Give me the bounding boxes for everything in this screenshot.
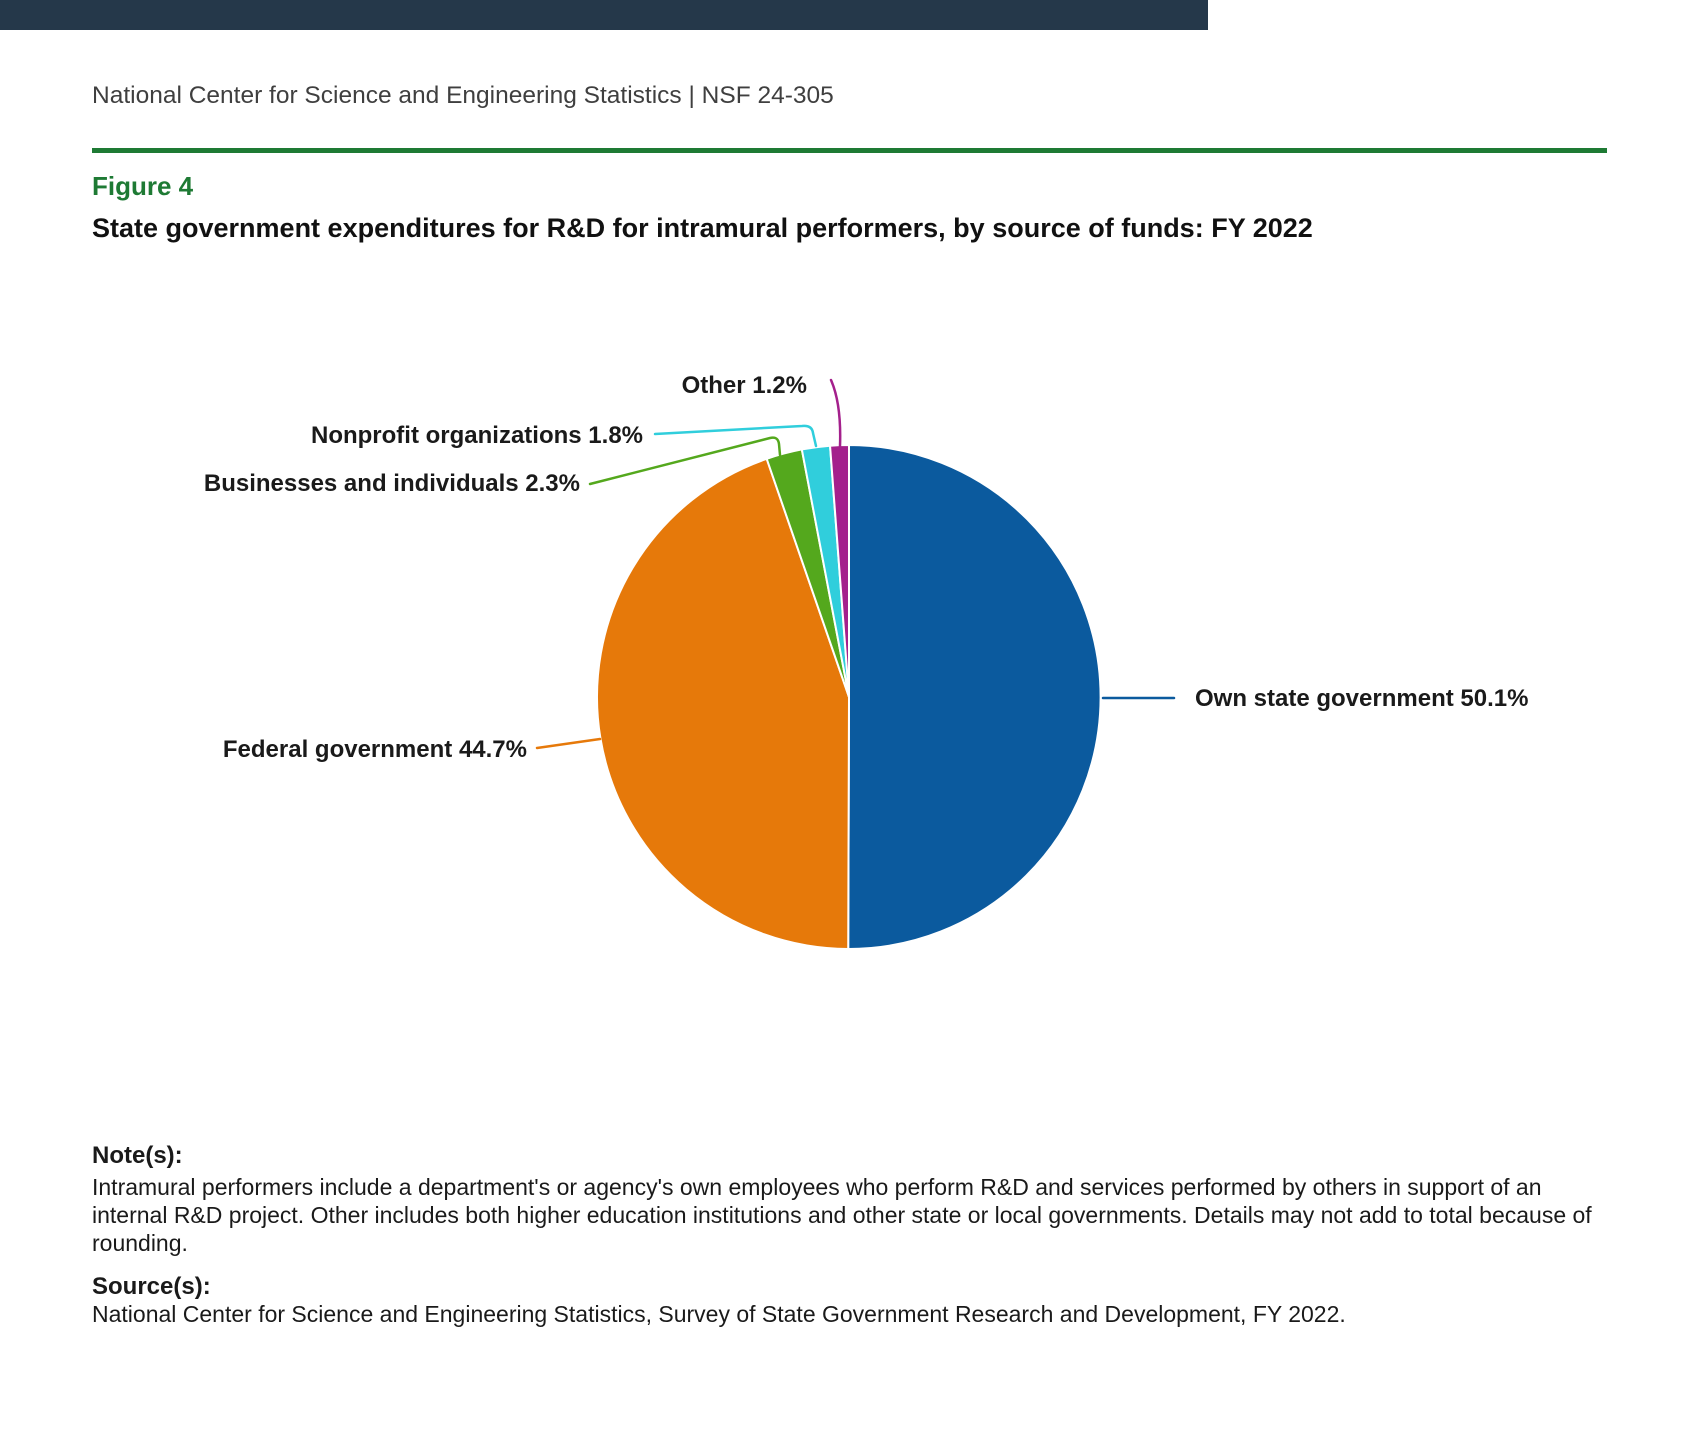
figure-title: State government expenditures for R&D for intramural performers, by source of funds: FY 2022 <box>92 213 1313 243</box>
slice-label-businesses-and-individuals: Businesses and individuals 2.3% <box>203 470 580 497</box>
slice-label-federal-government: Federal government 44.7% <box>222 736 527 763</box>
notes-text: rounding. <box>92 1230 188 1256</box>
leader-line-nonprofit-organizations <box>655 426 816 446</box>
source-heading: Source(s): <box>92 1273 211 1300</box>
slice-label-other: Other 1.2% <box>681 372 807 399</box>
notes-text: Intramural performers include a department's or agency's own employees who perform R&D and services performed by others in support of an <box>92 1174 1542 1200</box>
slice-label-own-state-government: Own state government 50.1% <box>1195 685 1529 712</box>
source-text: National Center for Science and Engineering Statistics, Survey of State Government Research and Development, FY 2022. <box>92 1301 1346 1327</box>
page-header-text: National Center for Science and Engineering Statistics | NSF 24-305 <box>92 82 834 109</box>
pie-slice-own-state-government <box>848 445 1100 949</box>
notes-heading: Note(s): <box>92 1142 183 1169</box>
notes-text: internal R&D project. Other includes both higher education institutions and other state or local governments. Details may not add to total because of <box>92 1202 1592 1228</box>
slice-label-nonprofit-organizations: Nonprofit organizations 1.8% <box>310 422 643 449</box>
leader-line-federal-government <box>537 739 600 748</box>
leader-line-other <box>831 380 840 446</box>
figure-number-label: Figure 4 <box>92 171 194 201</box>
